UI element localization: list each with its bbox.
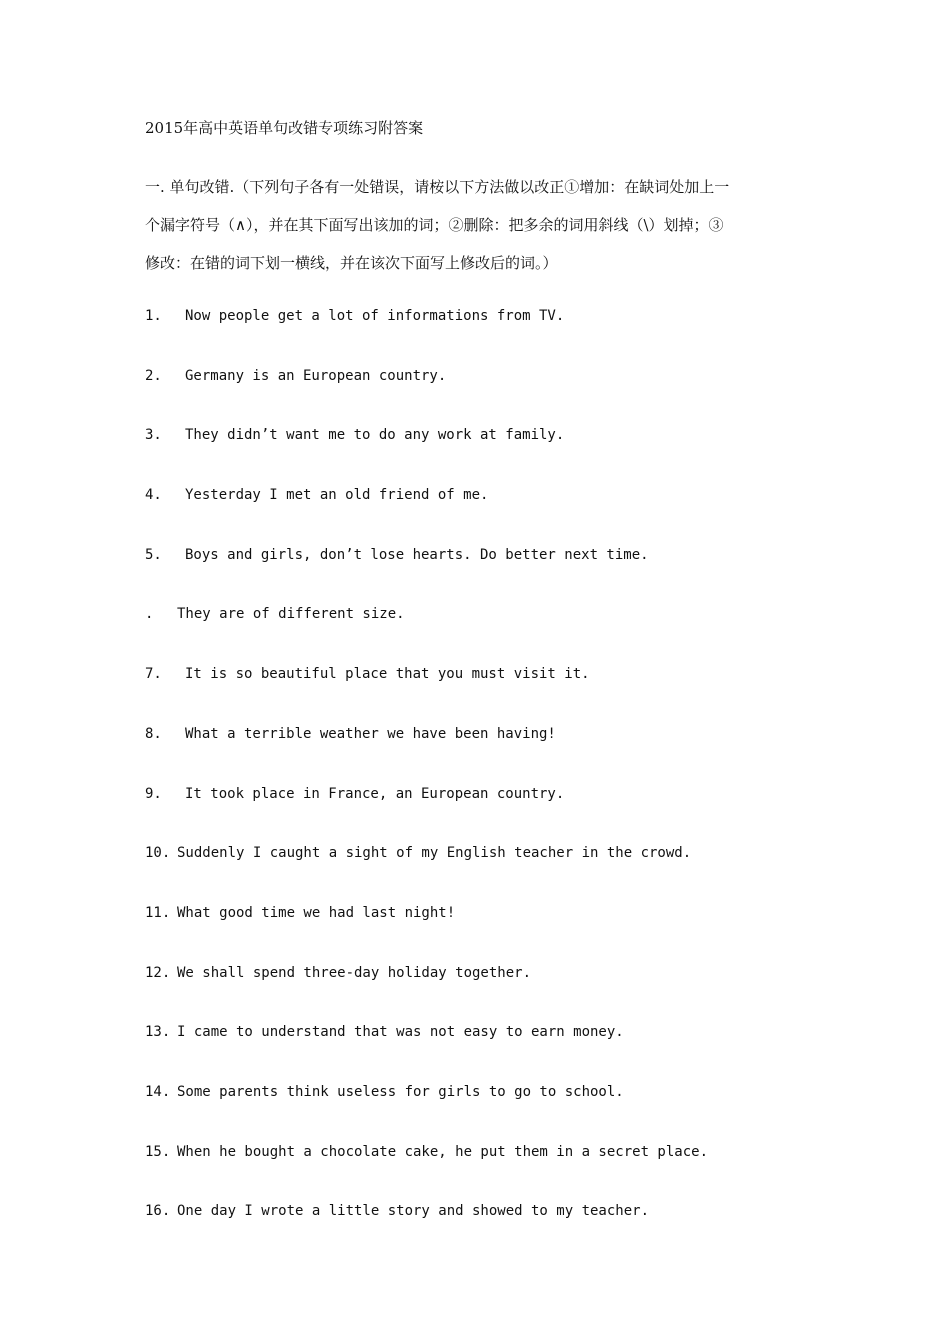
instructions-paragraph [145, 168, 815, 282]
exercise-sentence: What a terrible weather we have been having! [185, 725, 556, 742]
exercise-number: 14. [145, 1083, 171, 1100]
exercise-sentence: Germany is an European country. [185, 367, 447, 384]
exercise-sentence: Yesterday I met an old friend of me. [185, 487, 489, 504]
exercise-sentence: They didn’t want me to do any work at family. [185, 427, 565, 444]
exercise-item [145, 544, 708, 604]
exercise-item [145, 723, 708, 783]
exercise-item [145, 842, 708, 902]
exercise-sentence: They are of different size. [177, 606, 405, 623]
exercise-sentence: When he bought a chocolate cake, he put them in a secret place. [177, 1143, 709, 1160]
exercise-number: 4. [145, 487, 162, 504]
exercise-sentence: It took place in France, an European country. [185, 785, 565, 802]
exercise-number: 1. [145, 308, 162, 324]
exercise-sentence: One day I wrote a little story and showed to my teacher. [177, 1203, 650, 1220]
exercise-number: 13. [145, 1024, 171, 1041]
exercise-sentence: We shall spend three-day holiday together. [177, 964, 532, 981]
exercise-number: 7. [145, 666, 162, 683]
exercise-item [145, 962, 708, 1022]
exercise-sentence: Boys and girls, don’t lose hearts. Do better next time. [185, 546, 649, 563]
exercise-sentence: What good time we had last night! [177, 904, 456, 921]
exercise-item [145, 424, 708, 484]
exercise-number: 3. [145, 427, 162, 444]
exercise-item [145, 663, 708, 723]
exercise-number: 9. [145, 785, 162, 802]
exercise-number: 8. [145, 725, 162, 742]
exercise-item [145, 1021, 708, 1081]
exercise-number: 11. [145, 904, 171, 921]
exercise-item [145, 783, 708, 843]
exercise-item [145, 484, 708, 544]
exercise-sentence: It is so beautiful place that you must visit it. [185, 666, 590, 683]
exercise-number: 15. [145, 1143, 171, 1160]
exercise-sentence: Some parents think useless for girls to go to school. [177, 1083, 624, 1100]
exercise-number: 12. [145, 964, 171, 981]
instructions-line: 个漏字符号（∧），并在其下面写出该加的词；②删除：把多余的词用斜线（\）划掉；③ [145, 216, 724, 234]
exercise-item [145, 1081, 708, 1141]
exercise-item [145, 365, 708, 425]
exercise-sentence: Suddenly I caught a sight of my English teacher in the crowd. [177, 845, 692, 862]
instructions-line: 修改：在错的词下划一横线，并在该次下面写上修改后的词。） [145, 254, 558, 272]
exercise-number: 2. [145, 367, 162, 384]
exercise-number: 10. [145, 845, 171, 862]
exercise-sentence: Now people get a lot of informations from TV. [185, 308, 565, 324]
exercise-number: . [145, 606, 154, 623]
exercise-number: 16. [145, 1203, 171, 1220]
exercise-list [145, 305, 708, 1260]
exercise-item [145, 305, 708, 365]
document-title: 2015年高中英语单句改错专项练习附答案 [145, 119, 424, 137]
exercise-item [145, 902, 708, 962]
exercise-item [145, 603, 708, 663]
exercise-sentence: I came to understand that was not easy to earn money. [177, 1024, 624, 1041]
exercise-number: 5. [145, 546, 162, 563]
exercise-item [145, 1141, 708, 1201]
exercise-item [145, 1200, 708, 1260]
instructions-line: 一. 单句改错.（下列句子各有一处错误，请桉以下方法做以改正①增加：在缺词处加上一 [145, 178, 730, 196]
